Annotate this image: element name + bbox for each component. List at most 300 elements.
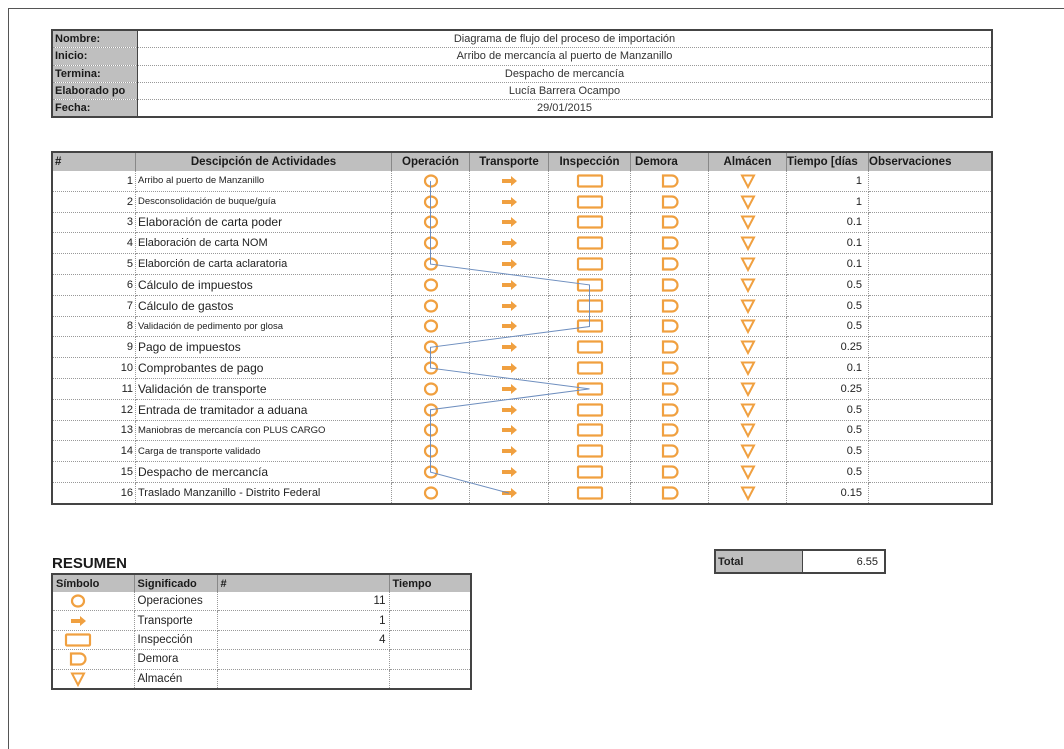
activity-description: Entrada de tramitador a aduana bbox=[136, 399, 392, 420]
summary-symbol bbox=[52, 669, 134, 689]
delay-icon bbox=[655, 485, 685, 501]
col-header-storage: Almácen bbox=[709, 152, 787, 171]
symbol-cell bbox=[392, 358, 470, 379]
storage-icon bbox=[733, 194, 763, 210]
storage-icon bbox=[733, 422, 763, 438]
activity-observations bbox=[869, 399, 993, 420]
symbol-cell bbox=[631, 482, 709, 503]
symbol-cell bbox=[709, 191, 787, 212]
inspection-icon bbox=[575, 443, 605, 459]
activity-number: 14 bbox=[52, 441, 136, 462]
inspection-icon bbox=[63, 632, 93, 648]
total-box bbox=[714, 549, 886, 574]
storage-icon bbox=[733, 318, 763, 334]
activities-header-row bbox=[52, 152, 992, 171]
symbol-cell bbox=[631, 171, 709, 191]
symbol-cell bbox=[549, 171, 631, 191]
delay-icon bbox=[655, 173, 685, 189]
symbol-cell bbox=[470, 191, 549, 212]
summary-time bbox=[389, 669, 471, 689]
symbol-cell bbox=[392, 191, 470, 212]
transport-icon bbox=[494, 277, 524, 293]
activities-table bbox=[51, 151, 993, 505]
operation-icon bbox=[416, 173, 446, 189]
info-label: Inicio: bbox=[52, 48, 138, 65]
summary-symbol bbox=[52, 611, 134, 630]
symbol-cell bbox=[392, 171, 470, 191]
inspection-icon bbox=[575, 194, 605, 210]
activity-time: 1 bbox=[787, 171, 869, 191]
col-header-delay: Demora bbox=[631, 152, 709, 171]
info-value: Diagrama de flujo del proceso de importación bbox=[138, 30, 993, 48]
summary-meaning: Operaciones bbox=[134, 592, 217, 611]
summary-row bbox=[52, 650, 471, 669]
activity-description: Desconsolidación de buque/guía bbox=[136, 191, 392, 212]
activity-number: 4 bbox=[52, 233, 136, 254]
inspection-icon bbox=[575, 422, 605, 438]
activity-time: 0.5 bbox=[787, 295, 869, 316]
activity-description: Cálculo de impuestos bbox=[136, 274, 392, 295]
symbol-cell bbox=[470, 254, 549, 275]
symbol-cell bbox=[470, 316, 549, 337]
transport-icon bbox=[63, 613, 93, 629]
symbol-cell bbox=[470, 171, 549, 191]
col-header-inspection: Inspección bbox=[549, 152, 631, 171]
storage-icon bbox=[733, 381, 763, 397]
symbol-cell bbox=[549, 233, 631, 254]
inspection-icon bbox=[575, 298, 605, 314]
symbol-cell bbox=[549, 462, 631, 483]
symbol-cell bbox=[549, 441, 631, 462]
storage-icon bbox=[733, 339, 763, 355]
symbol-cell bbox=[709, 399, 787, 420]
delay-icon bbox=[655, 422, 685, 438]
symbol-cell bbox=[631, 420, 709, 441]
activity-number: 12 bbox=[52, 399, 136, 420]
activity-time: 0.5 bbox=[787, 316, 869, 337]
transport-icon bbox=[494, 194, 524, 210]
summary-row bbox=[52, 669, 471, 689]
activity-row bbox=[52, 358, 992, 379]
delay-icon bbox=[655, 464, 685, 480]
col-header-time: Tiempo [días bbox=[787, 152, 869, 171]
activity-time: 0.1 bbox=[787, 212, 869, 233]
activity-observations bbox=[869, 482, 993, 503]
symbol-cell bbox=[709, 295, 787, 316]
activity-row bbox=[52, 316, 992, 337]
activity-row bbox=[52, 482, 992, 503]
activity-description: Maniobras de mercancía con PLUS CARGO bbox=[136, 420, 392, 441]
symbol-cell bbox=[392, 316, 470, 337]
activity-time: 0.1 bbox=[787, 254, 869, 275]
col-header-number: # bbox=[52, 152, 136, 171]
symbol-cell bbox=[631, 316, 709, 337]
inspection-icon bbox=[575, 464, 605, 480]
activity-number: 16 bbox=[52, 482, 136, 503]
symbol-cell bbox=[631, 254, 709, 275]
symbol-cell bbox=[549, 254, 631, 275]
symbol-cell bbox=[549, 378, 631, 399]
symbol-cell bbox=[549, 191, 631, 212]
operation-icon bbox=[416, 402, 446, 418]
symbol-cell bbox=[470, 233, 549, 254]
symbol-cell bbox=[709, 441, 787, 462]
inspection-icon bbox=[575, 318, 605, 334]
activity-description: Comprobantes de pago bbox=[136, 358, 392, 379]
summary-time bbox=[389, 650, 471, 669]
symbol-cell bbox=[631, 378, 709, 399]
info-value: Lucía Barrera Ocampo bbox=[138, 82, 993, 99]
activity-observations bbox=[869, 441, 993, 462]
symbol-cell bbox=[631, 191, 709, 212]
activity-time: 0.15 bbox=[787, 482, 869, 503]
symbol-cell bbox=[549, 420, 631, 441]
operation-icon bbox=[416, 381, 446, 397]
delay-icon bbox=[655, 214, 685, 230]
activity-row bbox=[52, 254, 992, 275]
summary-count bbox=[217, 650, 389, 669]
activity-row bbox=[52, 191, 992, 212]
process-info-table bbox=[51, 29, 993, 118]
symbol-cell bbox=[392, 274, 470, 295]
inspection-icon bbox=[575, 256, 605, 272]
symbol-cell bbox=[631, 462, 709, 483]
summary-header-row bbox=[52, 574, 471, 592]
symbol-cell bbox=[549, 274, 631, 295]
activity-row bbox=[52, 399, 992, 420]
activity-row bbox=[52, 212, 992, 233]
activity-description: Elaborción de carta aclaratoria bbox=[136, 254, 392, 275]
delay-icon bbox=[655, 298, 685, 314]
activity-number: 1 bbox=[52, 171, 136, 191]
transport-icon bbox=[494, 214, 524, 230]
delay-icon bbox=[655, 277, 685, 293]
delay-icon bbox=[655, 360, 685, 376]
symbol-cell bbox=[392, 482, 470, 503]
symbol-cell bbox=[709, 212, 787, 233]
activity-observations bbox=[869, 378, 993, 399]
activity-number: 15 bbox=[52, 462, 136, 483]
activity-number: 6 bbox=[52, 274, 136, 295]
symbol-cell bbox=[470, 441, 549, 462]
delay-icon bbox=[655, 402, 685, 418]
delay-icon bbox=[655, 318, 685, 334]
symbol-cell bbox=[392, 378, 470, 399]
info-row bbox=[52, 82, 992, 99]
symbol-cell bbox=[549, 295, 631, 316]
symbol-cell bbox=[470, 399, 549, 420]
activity-description: Arribo al puerto de Manzanillo bbox=[136, 171, 392, 191]
storage-icon bbox=[733, 277, 763, 293]
activity-number: 11 bbox=[52, 378, 136, 399]
storage-icon bbox=[733, 173, 763, 189]
summary-symbol bbox=[52, 650, 134, 669]
summary-header-meaning: Significado bbox=[134, 574, 217, 592]
operation-icon bbox=[416, 235, 446, 251]
symbol-cell bbox=[392, 254, 470, 275]
inspection-icon bbox=[575, 214, 605, 230]
symbol-cell bbox=[631, 441, 709, 462]
info-row bbox=[52, 65, 992, 82]
symbol-cell bbox=[392, 295, 470, 316]
activity-description: Pago de impuestos bbox=[136, 337, 392, 358]
storage-icon bbox=[733, 256, 763, 272]
activity-description: Traslado Manzanillo - Distrito Federal bbox=[136, 482, 392, 503]
storage-icon bbox=[63, 671, 93, 687]
activity-row bbox=[52, 295, 992, 316]
activity-description: Cálculo de gastos bbox=[136, 295, 392, 316]
summary-count: 4 bbox=[217, 630, 389, 649]
transport-icon bbox=[494, 381, 524, 397]
summary-count: 1 bbox=[217, 611, 389, 630]
info-label: Elaborado po bbox=[52, 82, 138, 99]
activity-number: 7 bbox=[52, 295, 136, 316]
col-header-transport: Transporte bbox=[470, 152, 549, 171]
activity-number: 3 bbox=[52, 212, 136, 233]
summary-time bbox=[389, 611, 471, 630]
info-row bbox=[52, 48, 992, 65]
summary-header-time: Tiempo bbox=[389, 574, 471, 592]
symbol-cell bbox=[709, 358, 787, 379]
delay-icon bbox=[655, 443, 685, 459]
symbol-cell bbox=[549, 337, 631, 358]
activity-observations bbox=[869, 254, 993, 275]
activity-row bbox=[52, 378, 992, 399]
inspection-icon bbox=[575, 360, 605, 376]
transport-icon bbox=[494, 360, 524, 376]
summary-title: RESUMEN bbox=[52, 555, 128, 572]
summary-meaning: Demora bbox=[134, 650, 217, 669]
symbol-cell bbox=[470, 462, 549, 483]
transport-icon bbox=[494, 422, 524, 438]
activity-time: 0.5 bbox=[787, 274, 869, 295]
activity-number: 10 bbox=[52, 358, 136, 379]
operation-icon bbox=[416, 485, 446, 501]
storage-icon bbox=[733, 214, 763, 230]
summary-symbol bbox=[52, 592, 134, 611]
symbol-cell bbox=[549, 482, 631, 503]
storage-icon bbox=[733, 298, 763, 314]
activity-description: Elaboración de carta NOM bbox=[136, 233, 392, 254]
operation-icon bbox=[416, 318, 446, 334]
storage-icon bbox=[733, 402, 763, 418]
transport-icon bbox=[494, 173, 524, 189]
activity-time: 0.25 bbox=[787, 378, 869, 399]
symbol-cell bbox=[470, 212, 549, 233]
operation-icon bbox=[416, 422, 446, 438]
summary-meaning: Inspección bbox=[134, 630, 217, 649]
activity-row bbox=[52, 171, 992, 191]
symbol-cell bbox=[549, 358, 631, 379]
storage-icon bbox=[733, 235, 763, 251]
operation-icon bbox=[416, 214, 446, 230]
activity-number: 13 bbox=[52, 420, 136, 441]
inspection-icon bbox=[575, 381, 605, 397]
storage-icon bbox=[733, 443, 763, 459]
symbol-cell bbox=[631, 274, 709, 295]
symbol-cell bbox=[631, 399, 709, 420]
activity-number: 9 bbox=[52, 337, 136, 358]
activity-description: Validación de transporte bbox=[136, 378, 392, 399]
symbol-cell bbox=[470, 420, 549, 441]
symbol-cell bbox=[709, 482, 787, 503]
activity-number: 8 bbox=[52, 316, 136, 337]
activity-time: 0.1 bbox=[787, 358, 869, 379]
summary-header-symbol: Símbolo bbox=[52, 574, 134, 592]
info-value: Arribo de mercancía al puerto de Manzanillo bbox=[138, 48, 993, 65]
col-header-observations: Observaciones bbox=[869, 152, 993, 171]
activity-observations bbox=[869, 316, 993, 337]
delay-icon bbox=[655, 256, 685, 272]
activity-number: 2 bbox=[52, 191, 136, 212]
transport-icon bbox=[494, 235, 524, 251]
delay-icon bbox=[655, 339, 685, 355]
transport-icon bbox=[494, 339, 524, 355]
activity-row bbox=[52, 233, 992, 254]
activity-time: 0.25 bbox=[787, 337, 869, 358]
symbol-cell bbox=[470, 482, 549, 503]
symbol-cell bbox=[392, 462, 470, 483]
activity-observations bbox=[869, 420, 993, 441]
summary-time bbox=[389, 592, 471, 611]
transport-icon bbox=[494, 298, 524, 314]
symbol-cell bbox=[709, 378, 787, 399]
symbol-cell bbox=[631, 295, 709, 316]
inspection-icon bbox=[575, 485, 605, 501]
inspection-icon bbox=[575, 277, 605, 293]
activity-observations bbox=[869, 337, 993, 358]
symbol-cell bbox=[392, 399, 470, 420]
col-header-operation: Operación bbox=[392, 152, 470, 171]
activity-description: Elaboración de carta poder bbox=[136, 212, 392, 233]
info-label: Fecha: bbox=[52, 100, 138, 118]
operation-icon bbox=[416, 360, 446, 376]
transport-icon bbox=[494, 256, 524, 272]
symbol-cell bbox=[709, 171, 787, 191]
activity-time: 0.5 bbox=[787, 441, 869, 462]
operation-icon bbox=[63, 593, 93, 609]
info-label: Termina: bbox=[52, 65, 138, 82]
symbol-cell bbox=[470, 378, 549, 399]
storage-icon bbox=[733, 464, 763, 480]
symbol-cell bbox=[709, 254, 787, 275]
info-value: 29/01/2015 bbox=[138, 100, 993, 118]
activity-observations bbox=[869, 212, 993, 233]
activity-time: 1 bbox=[787, 191, 869, 212]
transport-icon bbox=[494, 485, 524, 501]
symbol-cell bbox=[709, 274, 787, 295]
symbol-cell bbox=[631, 212, 709, 233]
inspection-icon bbox=[575, 173, 605, 189]
storage-icon bbox=[733, 485, 763, 501]
transport-icon bbox=[494, 464, 524, 480]
symbol-cell bbox=[549, 316, 631, 337]
symbol-cell bbox=[709, 420, 787, 441]
activity-time: 0.5 bbox=[787, 462, 869, 483]
symbol-cell bbox=[470, 274, 549, 295]
info-row bbox=[52, 30, 992, 48]
symbol-cell bbox=[709, 316, 787, 337]
activity-observations bbox=[869, 191, 993, 212]
summary-meaning: Transporte bbox=[134, 611, 217, 630]
summary-row bbox=[52, 611, 471, 630]
activity-observations bbox=[869, 295, 993, 316]
activity-row bbox=[52, 274, 992, 295]
transport-icon bbox=[494, 443, 524, 459]
operation-icon bbox=[416, 277, 446, 293]
activity-description: Carga de transporte validado bbox=[136, 441, 392, 462]
activity-observations bbox=[869, 233, 993, 254]
delay-icon bbox=[63, 651, 93, 667]
transport-icon bbox=[494, 402, 524, 418]
symbol-cell bbox=[709, 462, 787, 483]
symbol-cell bbox=[392, 233, 470, 254]
activity-description: Validación de pedimento por glosa bbox=[136, 316, 392, 337]
symbol-cell bbox=[470, 358, 549, 379]
summary-table bbox=[51, 573, 472, 690]
activity-time: 0.5 bbox=[787, 399, 869, 420]
operation-icon bbox=[416, 464, 446, 480]
info-row bbox=[52, 100, 992, 118]
activity-row bbox=[52, 337, 992, 358]
symbol-cell bbox=[392, 441, 470, 462]
summary-meaning: Almacén bbox=[134, 669, 217, 689]
activity-observations bbox=[869, 462, 993, 483]
activity-observations bbox=[869, 171, 993, 191]
symbol-cell bbox=[549, 212, 631, 233]
col-header-description: Descipción de Actividades bbox=[136, 152, 392, 171]
symbol-cell bbox=[549, 399, 631, 420]
activity-row bbox=[52, 462, 992, 483]
activity-observations bbox=[869, 274, 993, 295]
info-value: Despacho de mercancía bbox=[138, 65, 993, 82]
activity-description: Despacho de mercancía bbox=[136, 462, 392, 483]
symbol-cell bbox=[709, 337, 787, 358]
symbol-cell bbox=[631, 233, 709, 254]
total-label: Total bbox=[715, 550, 803, 573]
activity-row bbox=[52, 420, 992, 441]
inspection-icon bbox=[575, 402, 605, 418]
summary-time bbox=[389, 630, 471, 649]
operation-icon bbox=[416, 443, 446, 459]
storage-icon bbox=[733, 360, 763, 376]
operation-icon bbox=[416, 194, 446, 210]
total-value: 6.55 bbox=[856, 555, 878, 568]
symbol-cell bbox=[470, 337, 549, 358]
delay-icon bbox=[655, 235, 685, 251]
operation-icon bbox=[416, 256, 446, 272]
inspection-icon bbox=[575, 235, 605, 251]
delay-icon bbox=[655, 194, 685, 210]
summary-row bbox=[52, 592, 471, 611]
summary-count bbox=[217, 669, 389, 689]
symbol-cell bbox=[470, 295, 549, 316]
summary-row bbox=[52, 630, 471, 649]
transport-icon bbox=[494, 318, 524, 334]
activity-time: 0.1 bbox=[787, 233, 869, 254]
activity-time: 0.5 bbox=[787, 420, 869, 441]
delay-icon bbox=[655, 381, 685, 397]
inspection-icon bbox=[575, 339, 605, 355]
summary-count: 11 bbox=[217, 592, 389, 611]
activity-observations bbox=[869, 358, 993, 379]
symbol-cell bbox=[392, 420, 470, 441]
operation-icon bbox=[416, 339, 446, 355]
symbol-cell bbox=[631, 337, 709, 358]
activity-row bbox=[52, 441, 992, 462]
info-label: Nombre: bbox=[52, 30, 138, 48]
symbol-cell bbox=[392, 212, 470, 233]
